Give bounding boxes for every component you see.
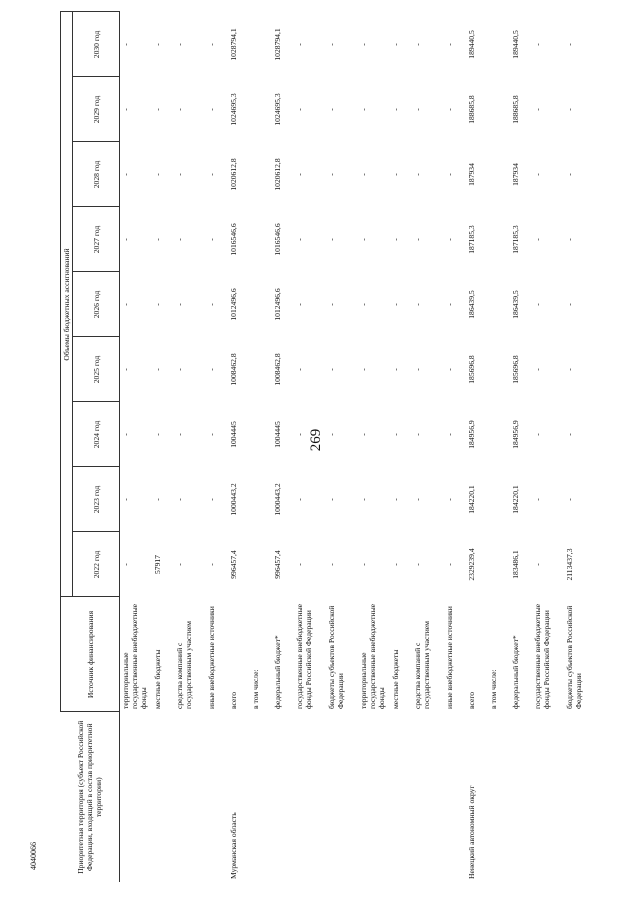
value-cell: - (533, 368, 542, 371)
value-cell: - (533, 433, 542, 436)
value-cell: - (565, 43, 574, 46)
value-cell: - (175, 43, 184, 46)
value-cell: 2329239,4 (467, 548, 476, 581)
value-cell: 183486,1 (511, 550, 520, 579)
table-row (358, 12, 390, 882)
value-cell (250, 532, 272, 597)
value-cell: 187934 (511, 163, 520, 186)
value-cell: 1004445 (273, 421, 282, 448)
year-header: 2025 год (73, 337, 120, 402)
value-cell: - (413, 43, 422, 46)
year-header: 2024 год (73, 402, 120, 467)
source-cell: в том числе: (251, 669, 260, 709)
value-cell: - (207, 303, 216, 306)
value-cell: 184220,1 (511, 485, 520, 514)
table-row (294, 12, 326, 882)
value-cell: - (207, 498, 216, 501)
value-cell: - (327, 43, 336, 46)
territory-cell (326, 712, 358, 882)
value-cell: - (121, 303, 130, 306)
value-cell (250, 337, 272, 402)
value-cell: - (391, 368, 400, 371)
value-cell: 1028794,1 (229, 28, 238, 61)
value-cell: - (327, 108, 336, 111)
table-row (532, 12, 564, 882)
value-cell: 57917 (153, 555, 162, 574)
value-cell: - (207, 563, 216, 566)
value-cell: 2113437,3 (565, 548, 574, 581)
value-cell: - (153, 433, 162, 436)
value-cell: - (413, 498, 422, 501)
year-header: 2030 год (73, 12, 120, 77)
value-cell: 1008462,8 (229, 353, 238, 386)
value-cell: - (327, 303, 336, 306)
value-cell: - (121, 238, 130, 241)
document-code: 4040066 (29, 842, 38, 870)
table-row (488, 12, 510, 882)
value-cell: - (565, 368, 574, 371)
value-cell (488, 402, 510, 467)
value-cell (488, 272, 510, 337)
value-cell: - (445, 368, 454, 371)
value-cell: - (175, 498, 184, 501)
year-header: 2027 год (73, 207, 120, 272)
value-cell: - (533, 43, 542, 46)
value-cell: - (413, 108, 422, 111)
value-cell: - (391, 108, 400, 111)
territory-cell (488, 712, 510, 882)
value-cell: - (153, 498, 162, 501)
table-row (120, 12, 153, 882)
table-row (412, 12, 444, 882)
value-cell (488, 207, 510, 272)
table-row (444, 12, 466, 882)
territory-cell: Мурманская область (229, 812, 238, 879)
year-header: 2022 год (73, 532, 120, 597)
table-row (228, 12, 250, 882)
value-cell: - (327, 238, 336, 241)
value-cell: - (445, 498, 454, 501)
value-cell: 188685,8 (467, 95, 476, 124)
value-cell: - (391, 303, 400, 306)
value-cell: - (533, 563, 542, 566)
value-cell: - (445, 108, 454, 111)
value-cell: - (121, 433, 130, 436)
value-cell: - (533, 303, 542, 306)
source-cell: бюджеты субъектов Российской Федерации (327, 605, 345, 709)
value-cell: 1008462,8 (273, 353, 282, 386)
table-body (120, 12, 597, 882)
territory-cell (358, 712, 390, 882)
table-row (326, 12, 358, 882)
territory-cell (174, 712, 206, 882)
value-cell (488, 337, 510, 402)
value-cell: - (533, 108, 542, 111)
value-cell: 187185,3 (511, 225, 520, 254)
source-cell: государственные внебюджетные фонды Российской Федерации (295, 603, 313, 709)
value-cell: - (153, 303, 162, 306)
value-cell (488, 467, 510, 532)
territory-cell (564, 712, 596, 882)
territory-cell (120, 712, 153, 882)
value-cell: - (207, 108, 216, 111)
value-cell: - (153, 173, 162, 176)
page-number: 269 (308, 428, 324, 452)
value-cell: - (413, 238, 422, 241)
value-cell: - (153, 108, 162, 111)
value-cell: 184956,9 (467, 420, 476, 449)
value-cell: 184220,1 (467, 485, 476, 514)
source-cell: в том числе: (489, 669, 498, 709)
value-cell: 996457,4 (273, 550, 282, 579)
value-cell: - (121, 173, 130, 176)
value-cell: - (565, 433, 574, 436)
source-cell: территориальные государственные внебюджетные фонды (121, 603, 148, 709)
table-row (250, 12, 272, 882)
value-cell: 1012496,6 (273, 288, 282, 321)
value-cell: - (359, 43, 368, 46)
value-cell: 185696,8 (511, 355, 520, 384)
territory-cell (272, 712, 294, 882)
value-cell (250, 207, 272, 272)
value-cell: - (445, 303, 454, 306)
value-cell: - (413, 368, 422, 371)
value-cell (250, 12, 272, 77)
source-cell: федеральный бюджет* (273, 635, 282, 709)
table-row (466, 12, 488, 882)
value-cell: - (565, 238, 574, 241)
value-cell (250, 77, 272, 142)
value-cell: - (327, 498, 336, 501)
value-cell: - (295, 43, 304, 46)
value-cell: 188685,8 (511, 95, 520, 124)
table-row (272, 12, 294, 882)
table-row (206, 12, 228, 882)
value-cell: - (533, 173, 542, 176)
value-cell: - (391, 563, 400, 566)
source-cell: средства компаний с государственным участием (175, 621, 193, 709)
value-cell: 1016546,6 (229, 223, 238, 256)
value-cell: 186439,5 (467, 290, 476, 319)
value-cell: 1020612,8 (273, 158, 282, 191)
source-cell: территориальные государственные внебюджетные фонды (359, 603, 386, 709)
value-cell: 189440,5 (511, 30, 520, 59)
value-cell: - (153, 238, 162, 241)
territory-cell: Ненецкий автономный округ (467, 785, 476, 879)
source-cell: всего (467, 691, 476, 709)
value-cell: - (175, 238, 184, 241)
table-row (174, 12, 206, 882)
value-cell: - (295, 238, 304, 241)
value-cell (250, 402, 272, 467)
value-cell: - (565, 498, 574, 501)
value-cell: 186439,5 (511, 290, 520, 319)
value-cell: - (359, 173, 368, 176)
territory-cell (444, 712, 466, 882)
source-cell: государственные внебюджетные фонды Российской Федерации (533, 603, 551, 709)
value-cell: - (175, 563, 184, 566)
value-cell: - (391, 173, 400, 176)
value-cell: - (413, 433, 422, 436)
value-cell: - (413, 173, 422, 176)
value-cell: - (153, 368, 162, 371)
value-cell (488, 77, 510, 142)
value-cell (250, 467, 272, 532)
table-row (152, 12, 174, 882)
value-cell: - (565, 303, 574, 306)
budget-group-header: Объемы бюджетных ассигнований (61, 12, 73, 597)
value-cell: 1016546,6 (273, 223, 282, 256)
value-cell: - (359, 303, 368, 306)
value-cell: - (207, 368, 216, 371)
value-cell: - (327, 563, 336, 566)
value-cell: - (359, 108, 368, 111)
source-cell: местные бюджеты (153, 649, 162, 709)
year-header: 2028 год (73, 142, 120, 207)
value-cell: 1000443,2 (229, 483, 238, 516)
territory-header: Приоритетная территория (субъект Российской Федерации, входящий в состав приоритетной территории) (61, 712, 120, 882)
value-cell: 1004445 (229, 421, 238, 448)
value-cell: - (445, 173, 454, 176)
value-cell: - (121, 108, 130, 111)
value-cell: 1024695,3 (273, 93, 282, 126)
value-cell: 187934 (467, 163, 476, 186)
territory-cell (250, 712, 272, 882)
value-cell: - (121, 368, 130, 371)
value-cell: 189440,5 (467, 30, 476, 59)
value-cell: - (207, 43, 216, 46)
value-cell: - (153, 43, 162, 46)
value-cell: - (175, 368, 184, 371)
value-cell: 185696,8 (467, 355, 476, 384)
value-cell: - (565, 173, 574, 176)
value-cell: 996457,4 (229, 550, 238, 579)
value-cell: - (121, 43, 130, 46)
value-cell (488, 142, 510, 207)
source-cell: иные внебюджетные источники (207, 606, 216, 709)
value-cell: - (327, 173, 336, 176)
territory-cell (152, 712, 174, 882)
value-cell: 187185,3 (467, 225, 476, 254)
value-cell: - (413, 563, 422, 566)
value-cell: - (175, 303, 184, 306)
territory-cell (510, 712, 532, 882)
source-cell: федеральный бюджет* (511, 635, 520, 709)
value-cell: 1024695,3 (229, 93, 238, 126)
value-cell: - (295, 498, 304, 501)
territory-cell (390, 712, 412, 882)
territory-cell (294, 712, 326, 882)
value-cell: - (295, 433, 304, 436)
source-cell: всего (229, 691, 238, 709)
value-cell: 1000443,2 (273, 483, 282, 516)
value-cell: - (295, 108, 304, 111)
value-cell (250, 272, 272, 337)
value-cell (488, 532, 510, 597)
value-cell: - (295, 563, 304, 566)
value-cell: - (327, 433, 336, 436)
rotated-page-content (60, 12, 583, 882)
territory-cell (412, 712, 444, 882)
value-cell: - (207, 433, 216, 436)
source-cell: бюджеты субъектов Российской Федерации (565, 605, 583, 709)
value-cell: - (533, 238, 542, 241)
value-cell: - (445, 433, 454, 436)
value-cell: - (295, 368, 304, 371)
value-cell: - (359, 433, 368, 436)
value-cell: 1020612,8 (229, 158, 238, 191)
value-cell: - (391, 498, 400, 501)
value-cell: - (295, 173, 304, 176)
value-cell: - (121, 563, 130, 566)
year-header: 2026 год (73, 272, 120, 337)
value-cell: - (175, 173, 184, 176)
value-cell: - (359, 368, 368, 371)
value-cell: - (327, 368, 336, 371)
value-cell: - (295, 303, 304, 306)
value-cell: - (121, 498, 130, 501)
territory-cell (532, 712, 564, 882)
budget-table (60, 11, 596, 882)
value-cell: - (175, 108, 184, 111)
value-cell (488, 12, 510, 77)
value-cell: - (207, 173, 216, 176)
value-cell (250, 142, 272, 207)
value-cell: - (565, 108, 574, 111)
value-cell: - (391, 43, 400, 46)
table-row (390, 12, 412, 882)
value-cell: 184956,9 (511, 420, 520, 449)
source-header: Источник финансирования (61, 597, 120, 712)
value-cell: - (359, 498, 368, 501)
value-cell: - (533, 498, 542, 501)
value-cell: - (175, 433, 184, 436)
value-cell: - (413, 303, 422, 306)
value-cell: - (391, 433, 400, 436)
value-cell: 1012496,6 (229, 288, 238, 321)
territory-cell (206, 712, 228, 882)
value-cell: - (445, 563, 454, 566)
value-cell: - (445, 238, 454, 241)
source-cell: иные внебюджетные источники (445, 606, 454, 709)
table-row (510, 12, 532, 882)
value-cell: - (359, 563, 368, 566)
table-row (564, 12, 596, 882)
value-cell: - (391, 238, 400, 241)
source-cell: средства компаний с государственным участием (413, 621, 431, 709)
year-header: 2023 год (73, 467, 120, 532)
source-cell: местные бюджеты (391, 649, 400, 709)
value-cell: - (207, 238, 216, 241)
year-header: 2029 год (73, 77, 120, 142)
value-cell: - (359, 238, 368, 241)
value-cell: - (445, 43, 454, 46)
value-cell: 1028794,1 (273, 28, 282, 61)
